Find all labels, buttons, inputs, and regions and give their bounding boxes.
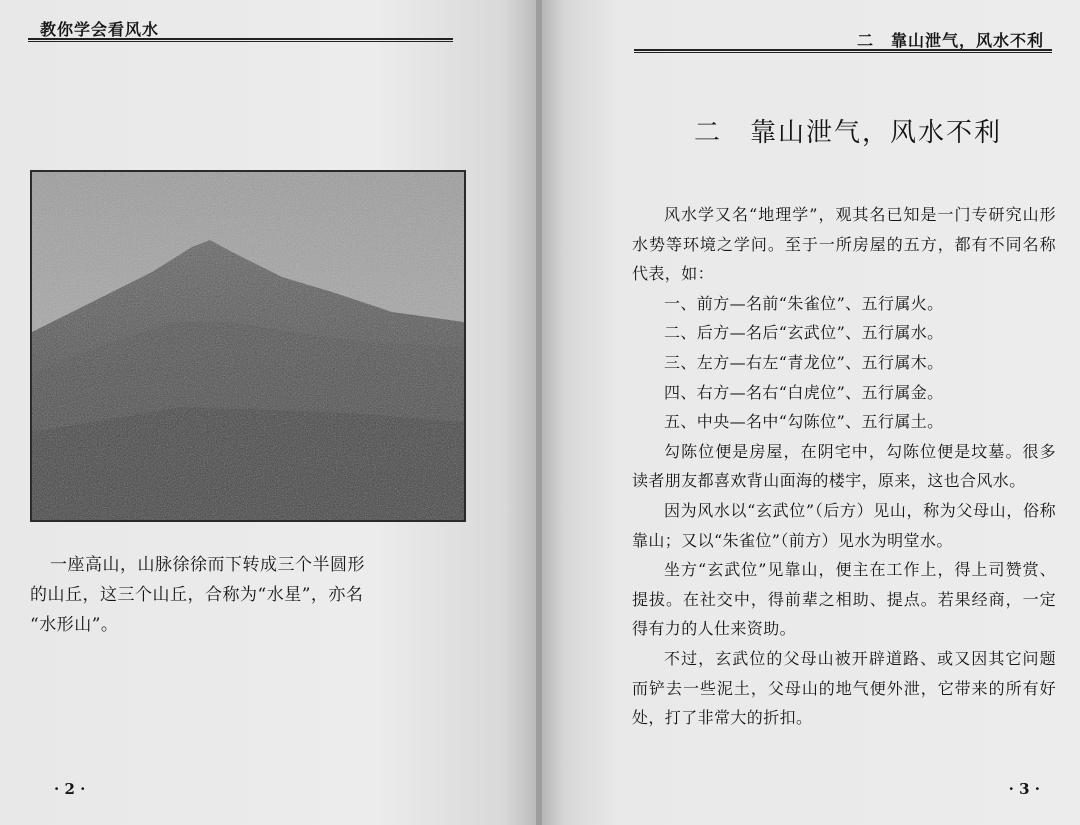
caption-line: 一座高山，山脉徐徐而下转成三个半圆形 bbox=[50, 555, 365, 575]
mountain-illustration bbox=[32, 172, 464, 520]
page-number: · 2 · bbox=[54, 780, 86, 798]
page-number: · 3 · bbox=[1008, 780, 1040, 798]
chapter-title: 二 靠山泄气，风水不利 bbox=[694, 118, 1003, 148]
paragraph: 坐方“玄武位”见靠山，便主在工作上，得上司赞赏、提拔。在社交中，得前辈之相助、提点。若果经商，一定得有力的人仕来资助。 bbox=[632, 560, 1056, 639]
list-item: 四、右方—名右“白虎位”、五行属金。 bbox=[664, 382, 944, 402]
caption-line: “水形山”。 bbox=[30, 615, 119, 635]
running-head: 二 靠山泄气，风水不利 bbox=[856, 31, 1044, 50]
running-head: 教你学会看风水 bbox=[40, 20, 160, 39]
list-item: 二、后方—名后“玄武位”、五行属水。 bbox=[664, 323, 944, 343]
paragraph: 因为风水以“玄武位”（后方）见山，称为父母山，俗称靠山；又以“朱雀位”（前方）见水为明堂水。 bbox=[632, 500, 1056, 550]
paragraph: 勾陈位便是房屋，在阴宅中，勾陈位便是坟墓。很多读者朋友都喜欢背山面海的楼宇，原来，这也合风水。 bbox=[632, 441, 1056, 491]
list-item: 五、中央—名中“勾陈位”、五行属土。 bbox=[664, 412, 944, 432]
paragraph: 风水学又名“地理学”，观其名已知是一门专研究山形水势等环境之学问。至于一所房屋的五方，都有不同名称代表，如： bbox=[632, 205, 1056, 284]
header-rule bbox=[634, 49, 1052, 53]
left-page bbox=[0, 0, 538, 825]
paragraph: 不过，玄武位的父母山被开辟道路、或又因其它问题而铲去一些泥土，父母山的地气便外泄，它带来的所有好处，打了非常大的折扣。 bbox=[632, 648, 1056, 728]
caption-line: 的山丘，这三个山丘，合称为“水星”，亦名 bbox=[30, 585, 364, 605]
list-item: 三、左方—右左“青龙位”、五行属木。 bbox=[664, 352, 944, 372]
mountain-photo bbox=[30, 170, 466, 522]
header-rule bbox=[28, 38, 453, 42]
list-item: 一、前方—名前“朱雀位”、五行属火。 bbox=[664, 293, 944, 313]
figure-caption bbox=[30, 550, 470, 640]
body-text bbox=[632, 200, 1056, 733]
right-page bbox=[542, 0, 1080, 825]
